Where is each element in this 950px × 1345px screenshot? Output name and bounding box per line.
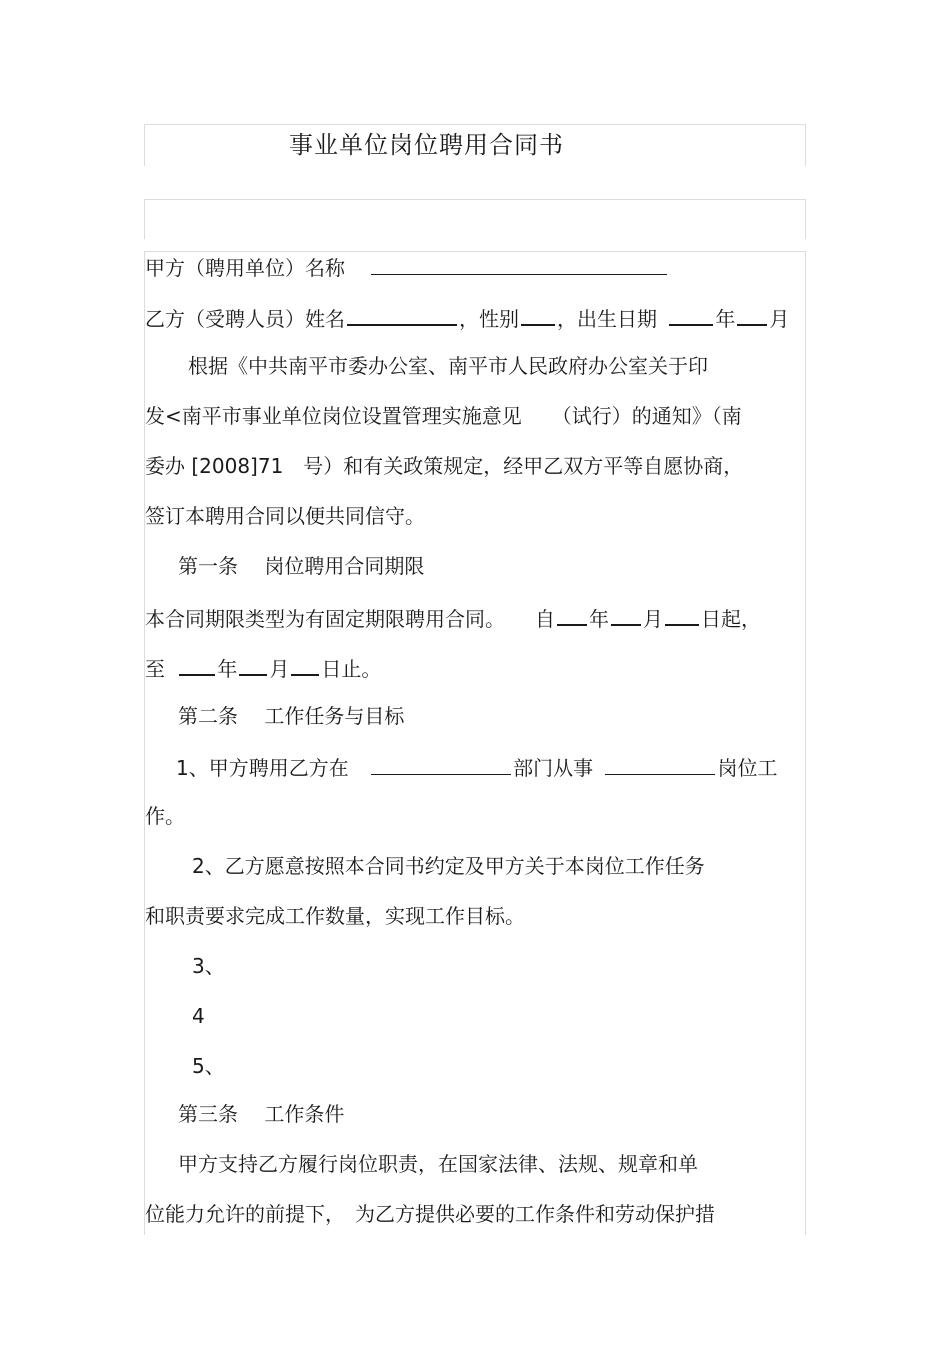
term-type-text: 本合同期限类型为有固定期限聘用合同。 自	[145, 607, 555, 631]
position-blank	[605, 752, 715, 775]
party-a-label: 甲方（聘用单位）名称	[145, 256, 345, 280]
preamble-line-2: 发<南平市事业单位岗位设置管理实施意见 （试行）的通知》（南	[145, 404, 742, 428]
article-2-heading: 第二条 工作任务与目标	[178, 704, 405, 728]
article-1-term-line	[145, 602, 761, 630]
birth-label: ，出生日期	[557, 307, 657, 331]
article-3-text-b: 位能力允许的前提下， 为乙方提供必要的工作条件和劳动保护措	[145, 1202, 715, 1226]
frame-left-3	[144, 251, 145, 1235]
gender-blank	[521, 302, 555, 326]
start-year-blank	[557, 602, 587, 626]
end-day-blank	[291, 652, 319, 676]
article-2-item-1	[176, 752, 777, 780]
party-b-name-blank	[347, 302, 457, 326]
end-year-label: 年	[217, 657, 238, 681]
to-label: 至	[145, 657, 165, 681]
article-1-heading: 第一条 岗位聘用合同期限	[178, 554, 425, 578]
article-2-item-1-cont: 作。	[145, 804, 185, 828]
start-year-label: 年	[589, 607, 609, 631]
end-month-label: 月	[269, 657, 290, 681]
birth-month-blank	[737, 302, 767, 326]
start-month-blank	[611, 602, 641, 626]
frame-right-1	[805, 124, 806, 166]
department-blank	[371, 752, 511, 775]
document-title: 事业单位岗位聘用合同书	[289, 131, 564, 159]
end-year-blank	[179, 652, 215, 676]
preamble-line-4: 签订本聘用合同以便共同信守。	[145, 504, 425, 528]
article-1-end-line	[145, 652, 381, 680]
article-3-heading: 第三条 工作条件	[178, 1102, 345, 1126]
article-2-item-4: 4	[192, 1004, 205, 1028]
frame-right-3	[805, 251, 806, 1235]
frame-right-2	[805, 199, 806, 239]
start-day-blank	[665, 602, 699, 626]
birth-month-label: 月	[769, 307, 790, 331]
article-2-item-5: 5、	[192, 1054, 225, 1078]
start-month-label: 月	[643, 607, 663, 631]
party-a-line	[145, 252, 669, 280]
item-1-text-a: 1、甲方聘用乙方在	[176, 756, 349, 780]
preamble-line-1: 根据《中共南平市委办公室、南平市人民政府办公室关于印	[188, 354, 708, 378]
article-2-item-2-cont: 和职责要求完成工作数量，实现工作目标。	[145, 904, 525, 928]
article-2-item-3: 3、	[192, 954, 225, 978]
article-3-text-a: 甲方支持乙方履行岗位职责，在国家法律、法规、规章和单	[178, 1152, 698, 1176]
gender-label: ，性别	[459, 307, 519, 331]
birth-year-blank	[669, 302, 713, 326]
frame-top-2	[144, 199, 806, 200]
end-month-blank	[239, 652, 267, 676]
frame-left-2	[144, 199, 145, 239]
item-1-text-c: 岗位工	[717, 756, 778, 780]
end-day-label: 日止。	[321, 657, 382, 681]
item-1-text-b: 部门从事	[513, 756, 594, 780]
birth-year-label: 年	[715, 307, 736, 331]
start-day-label: 日起，	[701, 607, 761, 631]
party-a-name-blank	[371, 252, 667, 275]
frame-left-1	[144, 124, 145, 166]
preamble-line-3: 委办 [2008]71 号）和有关政策规定，经甲乙双方平等自愿协商，	[145, 454, 744, 478]
party-b-line	[145, 302, 789, 330]
party-b-label: 乙方（受聘人员）姓名	[145, 307, 345, 331]
article-2-item-2: 2、乙方愿意按照本合同书约定及甲方关于本岗位工作任务	[192, 854, 705, 878]
